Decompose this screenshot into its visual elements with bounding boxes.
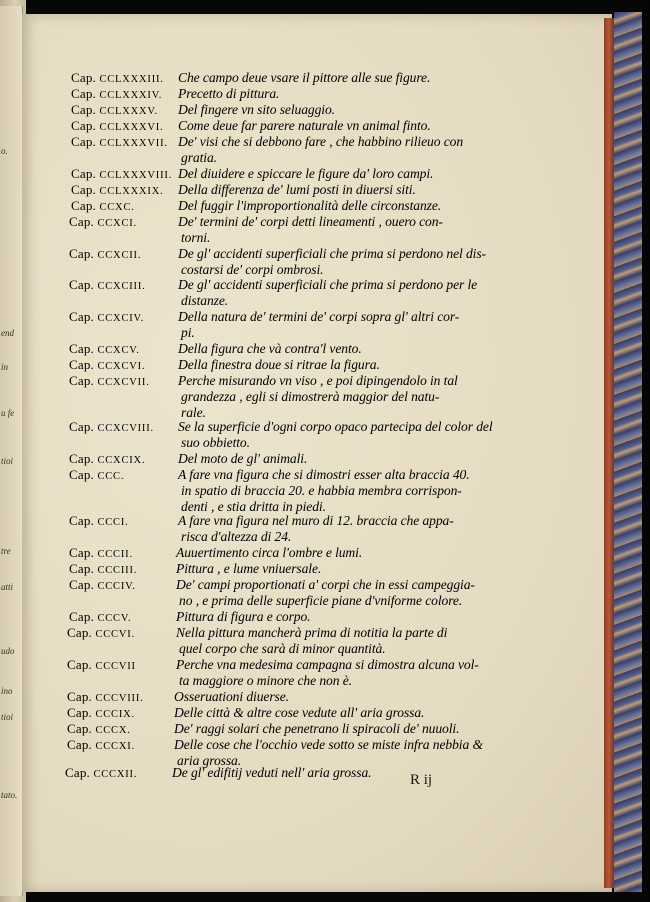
chapter-number <box>69 277 146 293</box>
cap-abbrev: Cap. <box>69 341 98 356</box>
chapter-title-line: Pittura , e lume vniuersale. <box>176 561 322 576</box>
chapter-number <box>67 625 135 641</box>
chapter-number <box>69 341 140 357</box>
chapter-title-line: Del moto de gl' animali. <box>178 451 308 466</box>
chapter-number <box>71 134 168 150</box>
chapter-title-line: Della finestra doue si ritrae la figura. <box>178 357 380 372</box>
chapter-title-line: distanze. <box>181 293 229 308</box>
left-page-edge <box>0 6 23 896</box>
chapter-roman-numeral: CCCVII <box>95 661 136 672</box>
cap-abbrev: Cap. <box>65 765 94 780</box>
chapter-roman-numeral: CCXCVI. <box>97 361 146 372</box>
chapter-title-line: suo obbietto. <box>181 435 250 450</box>
chapter-title-line: Del fingere vn sito seluaggio. <box>178 102 335 117</box>
chapter-roman-numeral: CCXCI. <box>97 218 137 229</box>
chapter-title-line: Del diuidere e spiccare le figure da' loro campi. <box>178 166 434 181</box>
chapter-title-line: risca d'altezza di 24. <box>181 529 292 544</box>
chapter-title-line: torni. <box>181 230 211 245</box>
cap-abbrev: Cap. <box>69 357 98 372</box>
cap-abbrev: Cap. <box>67 705 96 720</box>
chapter-number <box>67 657 136 673</box>
cap-abbrev: Cap. <box>71 86 100 101</box>
chapter-roman-numeral: CCLXXXV. <box>99 106 158 117</box>
cap-abbrev: Cap. <box>71 166 100 181</box>
chapter-title-line: rale. <box>181 405 206 420</box>
chapter-title-line: Della figura che và contra'l vento. <box>178 341 362 356</box>
chapter-title-line: Auuertimento circa l'ombre e lumi. <box>176 545 363 560</box>
cap-abbrev: Cap. <box>71 182 100 197</box>
chapter-roman-numeral: CCCX. <box>95 725 131 736</box>
chapter-number <box>67 737 135 753</box>
cap-abbrev: Cap. <box>67 657 96 672</box>
cap-abbrev: Cap. <box>69 214 98 229</box>
marbled-cover-edge <box>614 12 642 892</box>
chapter-title-line: pi. <box>181 325 195 340</box>
chapter-title-line: ta maggiore o minore che non è. <box>179 673 352 688</box>
chapter-title-line: A fare vna figura che si dimostri esser alta braccia 40. <box>178 467 470 482</box>
chapter-number <box>71 70 164 86</box>
chapter-title-line: Della differenza de' lumi posti in diuersi siti. <box>178 182 416 197</box>
chapter-roman-numeral: CCCIII. <box>97 565 138 576</box>
chapter-number <box>67 705 135 721</box>
chapter-roman-numeral: CCC. <box>97 471 125 482</box>
chapter-number <box>67 689 144 705</box>
chapter-title-line: no , e prima delle superficie piane d'vniforme colore. <box>179 593 463 608</box>
chapter-title-line: Perche vna medesima campagna si dimostra alcuna vol- <box>176 657 479 672</box>
cap-abbrev: Cap. <box>69 373 98 388</box>
chapter-title-line: De gl' accidenti superficiali che prima si perdono per le <box>178 277 478 292</box>
chapter-number <box>71 102 158 118</box>
chapter-title-line: Osseruationi diuerse. <box>174 689 289 704</box>
cap-abbrev: Cap. <box>69 419 98 434</box>
chapter-title-line: gratia. <box>181 150 217 165</box>
chapter-title-line: De gl' edifitij veduti nell' aria grossa. <box>172 765 372 780</box>
chapter-roman-numeral: CCCXI. <box>95 741 135 752</box>
cap-abbrev: Cap. <box>71 134 100 149</box>
chapter-title-line: De gl' accidenti superficiali che prima si perdono nel dis- <box>178 246 486 261</box>
left-page-text-fragment: end <box>1 328 14 338</box>
left-page-text-fragment: tioi <box>1 456 14 466</box>
cap-abbrev: Cap. <box>69 451 98 466</box>
cap-abbrev: Cap. <box>69 609 98 624</box>
chapter-roman-numeral: CCCVI. <box>95 629 135 640</box>
signature-mark: R ij <box>410 772 433 788</box>
chapter-roman-numeral: CCCV. <box>97 613 132 624</box>
chapter-number <box>69 467 124 483</box>
cap-abbrev: Cap. <box>71 70 100 85</box>
cap-abbrev: Cap. <box>71 118 100 133</box>
chapter-roman-numeral: CCCIV. <box>97 581 136 592</box>
chapter-number <box>71 118 164 134</box>
chapter-roman-numeral: CCXCIX. <box>97 455 146 466</box>
page-edge-red <box>604 18 614 888</box>
left-page-text-fragment: ino <box>1 686 13 696</box>
left-page-text-fragment: tato. <box>1 790 18 800</box>
chapter-number <box>69 246 141 262</box>
chapter-number <box>71 166 172 182</box>
chapter-title-line: costarsi de' corpi ombrosi. <box>181 262 324 277</box>
chapter-roman-numeral: CCXCVIII. <box>97 423 154 434</box>
chapter-roman-numeral: CCXCII. <box>97 250 142 261</box>
chapter-number <box>69 373 150 389</box>
chapter-number <box>67 721 131 737</box>
chapter-number <box>71 86 162 102</box>
chapter-number <box>69 214 137 230</box>
left-page-text-fragment: u fe <box>1 408 15 418</box>
chapter-roman-numeral: CCXCVII. <box>97 377 150 388</box>
chapter-number <box>65 765 137 781</box>
chapter-roman-numeral: CCCII. <box>97 549 133 560</box>
chapter-number <box>69 609 131 625</box>
background-edge <box>642 0 650 902</box>
chapter-roman-numeral: CCXCIII. <box>97 281 146 292</box>
chapter-roman-numeral: CCXCIV. <box>97 313 144 324</box>
chapter-roman-numeral: CCCVIII. <box>95 693 144 704</box>
chapter-roman-numeral: CCXC. <box>99 202 135 213</box>
chapter-number <box>69 451 145 467</box>
cap-abbrev: Cap. <box>69 513 98 528</box>
chapter-title-line: Del fuggir l'improportionalità delle circonstanze. <box>178 198 442 213</box>
chapter-roman-numeral: CCXCV. <box>97 345 140 356</box>
chapter-number <box>69 513 129 529</box>
chapter-roman-numeral: CCCXII. <box>93 769 138 780</box>
chapter-roman-numeral: CCLXXXVI. <box>99 122 164 133</box>
chapter-number <box>69 419 154 435</box>
cap-abbrev: Cap. <box>69 277 98 292</box>
chapter-roman-numeral: CCLXXXVII. <box>99 138 168 149</box>
cap-abbrev: Cap. <box>69 309 98 324</box>
chapter-title-line: De' visi che si debbono fare , che habbino rilieuo con <box>178 134 464 149</box>
chapter-number <box>71 198 135 214</box>
cap-abbrev: Cap. <box>67 689 96 704</box>
chapter-number <box>71 182 164 198</box>
cap-abbrev: Cap. <box>71 198 100 213</box>
cap-abbrev: Cap. <box>67 737 96 752</box>
left-page-text-fragment: o. <box>1 146 8 156</box>
chapter-title-line: Pittura di figura e corpo. <box>176 609 311 624</box>
cap-abbrev: Cap. <box>69 561 98 576</box>
chapter-title-line: grandezza , egli si dimostrerà maggior del natu- <box>181 389 440 404</box>
cap-abbrev: Cap. <box>67 625 96 640</box>
left-page-text-fragment: atti <box>1 582 14 592</box>
chapter-title-line: Che campo deue vsare il pittore alle sue figure. <box>178 70 431 85</box>
cap-abbrev: Cap. <box>67 721 96 736</box>
chapter-roman-numeral: CCLXXXIII. <box>99 74 164 85</box>
chapter-title-line: Della natura de' termini de' corpi sopra gl' altri cor- <box>178 309 460 324</box>
left-page-text-fragment: tre <box>1 546 11 556</box>
book-page <box>22 14 612 892</box>
left-page-text-fragment: tioi <box>1 712 14 722</box>
chapter-number <box>69 577 136 593</box>
chapter-number <box>69 545 133 561</box>
chapter-title-line: De' raggi solari che penetrano li spiracoli de' nuuoli. <box>174 721 460 736</box>
chapter-title-line: Perche misurando vn viso , e poi dipingendolo in tal <box>178 373 458 388</box>
chapter-number <box>69 561 137 577</box>
chapter-roman-numeral: CCLXXXIV. <box>99 90 163 101</box>
chapter-title-line: in spatio di braccia 20. e habbia membra corrispon- <box>181 483 462 498</box>
left-page-text-fragment: udo <box>1 646 15 656</box>
chapter-title-line: aria grossa. <box>177 753 242 768</box>
chapter-roman-numeral: CCCIX. <box>95 709 135 720</box>
chapter-roman-numeral: CCLXXXVIII. <box>99 170 173 181</box>
chapter-title-line: De' campi proportionati a' corpi che in essi campeggia- <box>176 577 475 592</box>
chapter-title-line: De' termini de' corpi detti lineamenti , ouero con- <box>178 214 443 229</box>
chapter-title-line: Come deue far parere naturale vn animal finto. <box>178 118 431 133</box>
chapter-title-line: Precetto di pittura. <box>178 86 280 101</box>
chapter-title-line: A fare vna figura nel muro di 12. braccia che appa- <box>178 513 454 528</box>
chapter-title-line: Delle città & altre cose vedute all' aria grossa. <box>174 705 425 720</box>
chapter-roman-numeral: CCCI. <box>97 517 129 528</box>
cap-abbrev: Cap. <box>69 467 98 482</box>
chapter-number <box>69 357 145 373</box>
chapter-title-line: Nella pittura mancherà prima di notitia la parte di <box>176 625 448 640</box>
cap-abbrev: Cap. <box>69 545 98 560</box>
chapter-title-line: denti , e stia dritta in piedi. <box>181 499 326 514</box>
cap-abbrev: Cap. <box>69 577 98 592</box>
left-page-text-fragment: in <box>1 362 9 372</box>
chapter-roman-numeral: CCLXXXIX. <box>99 186 164 197</box>
cap-abbrev: Cap. <box>69 246 98 261</box>
chapter-number <box>69 309 144 325</box>
chapter-title-line: Delle cose che l'occhio vede sotto se miste infra nebbia & <box>174 737 483 752</box>
chapter-title-line: quel corpo che sarà di minor quantità. <box>179 641 386 656</box>
chapter-title-line: Se la superficie d'ogni corpo opaco partecipa del color del <box>178 419 493 434</box>
cap-abbrev: Cap. <box>71 102 100 117</box>
